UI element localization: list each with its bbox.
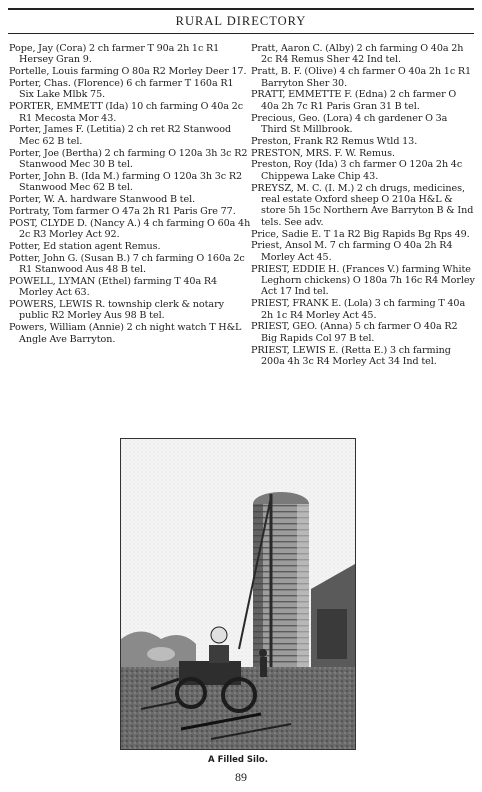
directory-entry: PORTER, EMMETT (Ida) 10 ch farming O 40a 2c R1 Mecosta Mor 43.: [9, 101, 244, 124]
directory-entry: Porter, Chas. (Florence) 6 ch farmer T 160a R1 Six Lake Mlbk 75.: [9, 78, 234, 101]
directory-entry: Porter, James F. (Letitia) 2 ch ret R2 Stanwood Mec 62 B tel.: [9, 124, 232, 147]
page-title: RURAL DIRECTORY: [175, 14, 307, 28]
barn-door: [317, 609, 347, 659]
photo-caption: A Filled Silo.: [208, 755, 268, 765]
directory-entry: PRIEST, FRANK E. (Lola) 3 ch farming T 40a 2h 1c R4 Morley Act 45.: [251, 298, 466, 321]
directory-entry: Pratt, B. F. (Olive) 4 ch farmer O 40a 2h 1c R1 Barryton Sher 30.: [251, 66, 472, 89]
directory-entry: Porter, Joe (Bertha) 2 ch farming O 120a 3h 3c R2 Stanwood Mec 30 B tel.: [9, 147, 248, 171]
directory-entry: Preston, Roy (Ida) 3 ch farmer O 120a 2h 4c Chippewa Lake Chip 43.: [251, 159, 463, 182]
directory-entry: POWELL, LYMAN (Ethel) farming T 40a R4 Morley Act 63.: [9, 275, 218, 299]
directory-entry: Preston, Frank R2 Remus Wtld 13.: [251, 135, 418, 147]
page-number: 89: [235, 770, 247, 784]
silo-icon: [253, 492, 309, 674]
directory-entry: Portelle, Louis farming O 80a R2 Morley Deer 17.: [9, 66, 247, 78]
worker-figure: [259, 649, 267, 677]
directory-entry: PRIEST, EDDIE H. (Frances V.) farming White Leghorn chickens) O 180a 7h 16c R4 Morley Act 17 Ind tel.: [251, 263, 475, 298]
directory-entry: PRIEST, LEWIS E. (Retta E.) 3 ch farming 200a 4h 3c R4 Morley Act 34 Ind tel.: [251, 344, 451, 368]
directory-entry: Precious, Geo. (Lora) 4 ch gardener O 3a Third St Millbrook.: [251, 112, 448, 136]
directory-entry: PRESTON, MRS. F. W. Remus.: [251, 147, 395, 159]
directory-entry: Potter, Ed station agent Remus.: [9, 240, 161, 252]
directory-entry: PREYSZ, M. C. (I. M.) 2 ch drugs, medicines, real estate Oxford sheep O 210a H&L & store 5h 15c Northern Ave Barryton B & Ind tels. See adv.: [251, 182, 474, 228]
directory-entry: PRATT, EMMETTE F. (Edna) 2 ch farmer O 40a 2h 7c R1 Paris Gran 31 B tel.: [251, 89, 457, 112]
directory-entry: Pratt, Aaron C. (Alby) 2 ch farming O 40a 2h 2c R4 Remus Sher 42 Ind tel.: [251, 43, 464, 66]
directory-entry: PRIEST, GEO. (Anna) 5 ch farmer O 40a R2 Big Rapids Col 97 B tel.: [251, 321, 458, 344]
silo-farm-scene: [121, 439, 355, 749]
directory-entry: POWERS, LEWIS R. township clerk & notary public R2 Morley Aus 98 B tel.: [9, 299, 224, 322]
directory-entry: Powers, William (Annie) 2 ch night watch T H&L Angle Ave Barryton.: [9, 322, 242, 345]
left-column: [9, 43, 251, 345]
directory-entry: Potter, John G. (Susan B.) 7 ch farming O 160a 2c R1 Stanwood Aus 48 B tel.: [9, 252, 245, 276]
directory-entry: Priest, Ansol M. 7 ch farming O 40a 2h R4 Morley Act 45.: [251, 240, 453, 263]
right-column: [251, 43, 476, 368]
directory-entry: Porter, W. A. hardware Stanwood B tel.: [9, 194, 196, 206]
silo-photograph: [120, 438, 356, 750]
directory-entry: POST, CLYDE D. (Nancy A.) 4 ch farming O 60a 4h 2c R3 Morley Act 92.: [9, 217, 251, 241]
directory-entry: Pope, Jay (Cora) 2 ch farmer T 90a 2h 1c R1 Hersey Gran 9.: [9, 43, 220, 66]
page-header: [8, 8, 474, 34]
directory-entry: Portraty, Tom farmer O 47a 2h R1 Paris Gre 77.: [9, 205, 236, 217]
directory-entry: Porter, John B. (Ida M.) farming O 120a 3h 3c R2 Stanwood Mec 62 B tel.: [9, 170, 243, 194]
hay-pile: [147, 647, 175, 661]
directory-entry: Price, Sadie E. T 1a R2 Big Rapids Bg Rps 49.: [251, 228, 470, 240]
